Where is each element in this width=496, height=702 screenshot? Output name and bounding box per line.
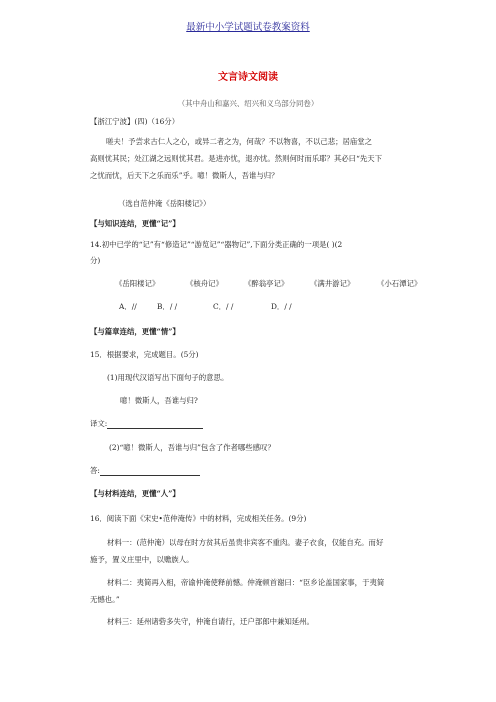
q14-work-1: 《岳阳楼记》 — [115, 279, 160, 288]
q14-work-4: 《满井游记》 — [310, 279, 355, 288]
material-2-line-1: 材料二：夷简再入相，帝谕仲淹使释前憾。仲淹顿首谢曰：“臣乡论盖国家事，于夷简 — [107, 578, 385, 587]
q14-option-a: A．// — [119, 302, 137, 311]
answer-label: 答: — [90, 466, 100, 475]
q15-part-1: (1)用现代汉语写出下面句子的意思。 — [107, 373, 229, 382]
material-1-line-1: 材料一：(范仲淹）以母在时方贫其后虽贵非宾客不重肉。妻子衣食，仅能自充。而好 — [107, 538, 384, 547]
material-3-line-1: 材料三：延州诸砦多失守，仲淹自请行，迁户部郎中兼知延州。 — [107, 617, 314, 626]
q14-option-c: C．/ / — [213, 302, 234, 311]
material-2-line-2: 无憾也。” — [90, 595, 120, 604]
knowledge-head-1: 【与知识连结，更懂“记”】 — [90, 219, 180, 228]
doc-subtitle: （其中舟山和嘉兴、绍兴和义乌部分同卷） — [177, 99, 319, 108]
q15-prompt: 15．根据要求，完成题目。(5分) — [90, 350, 199, 359]
knowledge-head-3: 【与材料连结，更懂“人”】 — [90, 489, 180, 498]
doc-title: 文言诗文阅读 — [218, 72, 278, 83]
passage-line-3: 之忧而忧，后天下之乐而乐”乎。噫！微斯人，吾谁与归？ — [90, 171, 279, 180]
answer-blank[interactable] — [100, 467, 200, 476]
q14-option-b: B．/ / — [157, 302, 178, 311]
material-1-line-2: 施予，置义庄里中，以赡族人。 — [90, 555, 194, 564]
q15-quote: 噫！微斯人，吾谁与归? — [120, 396, 198, 405]
translation-label: 译文: — [90, 419, 108, 428]
passage-line-2: 高则忧其民；处江湖之远则忧其君。是进亦忧，退亦忧。然则何时而乐耶？其必曰“先天下 — [90, 154, 383, 163]
knowledge-head-2: 【与篇章连结，更懂“情”】 — [90, 327, 180, 336]
section-head: 【浙江宁波】(四)（16分） — [90, 117, 180, 126]
header-link[interactable]: 最新中小学试题试卷教案资料 — [186, 22, 310, 33]
q14-line-2: 分) — [90, 256, 101, 265]
passage-source: （选自范仲淹《岳阳楼记》） — [118, 199, 211, 208]
q14-work-3: 《醉翁亭记》 — [244, 279, 289, 288]
q14-option-d: D．/ / — [271, 302, 292, 311]
q15-part-2: (2)“噫！微斯人，吾谁与归”包含了作者哪些感叹？ — [109, 443, 275, 452]
passage-line-1: 嗟夫！予尝求古仁人之心，或异二者之为，何哉？不以物喜，不以己悲；居庙堂之 — [106, 137, 373, 146]
answer-row — [90, 466, 200, 476]
q14-work-5: 《小石潭记》 — [377, 279, 422, 288]
translation-answer-blank[interactable] — [107, 420, 203, 429]
q16-prompt: 16．阅读下面《宋史•范仲淹传》中的材料，完成相关任务。(9分) — [90, 514, 307, 523]
q14-line-1: 14.初中已学的“记”有“修造记”“游览记”“器物记”,下面分类正确的一项是( )(2 — [90, 240, 343, 249]
q14-work-2: 《核舟记》 — [186, 279, 223, 288]
translation-row — [90, 419, 203, 429]
